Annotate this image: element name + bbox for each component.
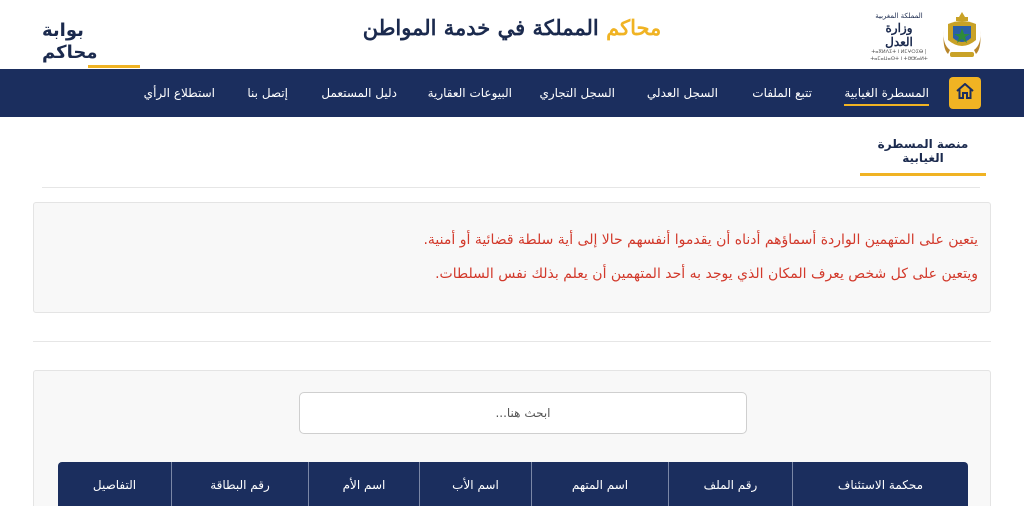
divider [33,341,991,342]
nav-item-real-estate-sales[interactable]: البيوعات العقارية [427,86,512,100]
column-header-accused-name[interactable]: اسم المتهم [531,462,668,506]
nav-item-file-tracking[interactable]: تتبع الملفات [752,86,812,100]
portal-logo[interactable] [42,20,140,68]
portal-name: بوابة محاكم [42,20,98,63]
ministry-tifinagh-text: ⵜⴰⴳⵍⴷⵉⵜ ⵏ ⵍⵎⵖⵔⵉⴱ | ⵜⴰⵎⴰⵡⴰⵙⵜ ⵏ ⵜⵏⵣⵣⴰⵍⵜ [870,49,928,62]
nav-item-survey[interactable]: استطلاع الرأي [143,86,215,100]
nav-item-commercial-register[interactable]: السجل التجاري [539,86,615,100]
site-slogan [0,15,1024,40]
column-header-file-number[interactable]: رقم الملف [668,462,792,506]
nav-item-criminal-record[interactable]: السجل العدلي [646,86,718,100]
main-navigation [0,69,1024,117]
ministry-kingdom-text: المملكة المغربية [875,12,923,20]
column-header-father-name[interactable]: اسم الأب [419,462,531,506]
slogan-highlight: محاكم [606,15,662,40]
notice-box [33,202,991,313]
home-button[interactable] [949,77,981,109]
portal-underline [88,65,140,68]
search-card [33,370,991,506]
slogan-text: المملكة في خدمة المواطن [362,15,607,40]
column-header-id-number[interactable]: رقم البطاقة [171,462,308,506]
site-header [0,0,1024,69]
house-icon [956,83,974,103]
column-header-details[interactable]: التفاصيل [92,478,137,492]
column-header-appeal-court[interactable]: محكمة الاستئناف [792,462,968,506]
divider [42,187,980,188]
table-header [58,462,968,506]
column-header-mother-name[interactable]: اسم الأم [308,462,419,506]
page-title: منصة المسطرة الغيابية [860,137,986,176]
notice-line-2: ويتعين على كل شخص يعرف المكان الذي يوجد به أحد المتهمين أن يعلم بذلك نفس السلطات. [435,266,978,282]
nav-item-user-guide[interactable]: دليل المستعمل [321,86,397,100]
nav-item-contact-us[interactable]: إتصل بنا [247,86,288,100]
ministry-name-text: وزارة العدل [885,21,913,49]
nav-item-absentee-procedure[interactable]: المسطرة الغيابية [844,69,929,117]
search-input[interactable] [299,392,747,434]
notice-line-1: يتعين على المتهمين الواردة أسماؤهم أدناه أن يقدموا أنفسهم حالا إلى أية سلطة قضائية أو أمنية. [423,232,978,248]
